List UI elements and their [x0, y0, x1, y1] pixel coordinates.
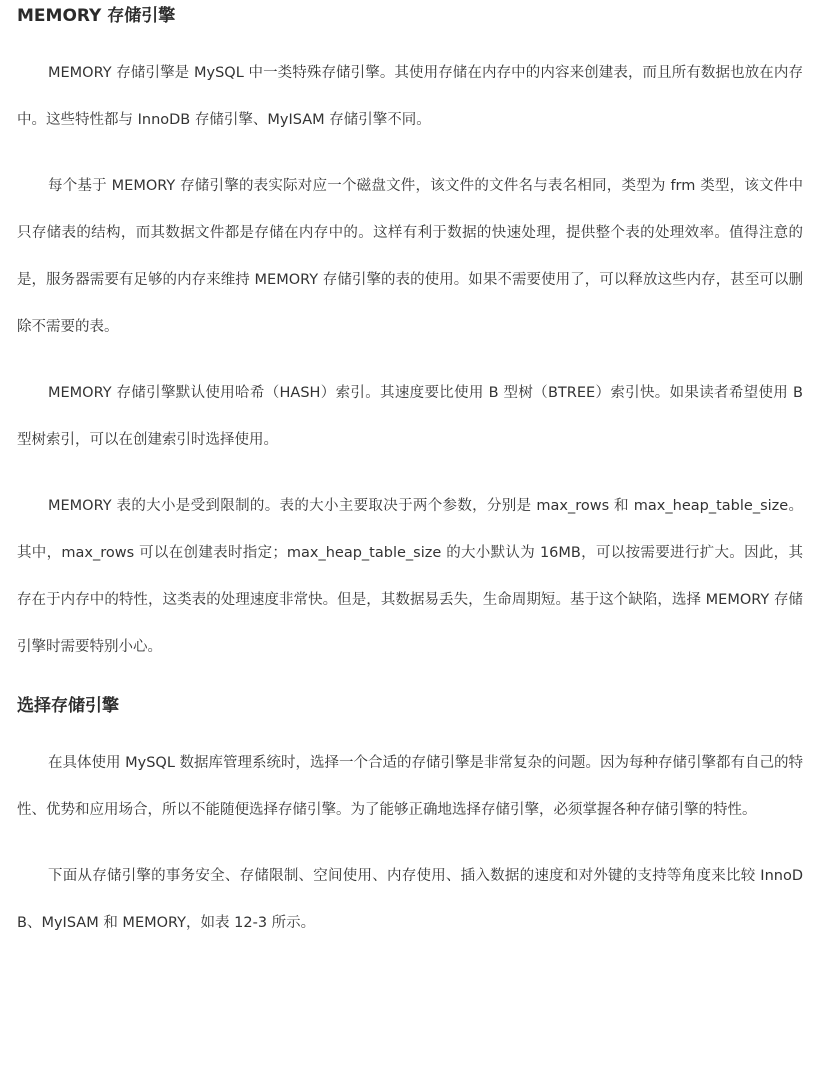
- section-title-memory: MEMORY 存储引擎: [17, 6, 176, 26]
- spacer: [17, 351, 803, 370]
- spacer: [17, 144, 803, 163]
- paragraph: MEMORY 存储引擎默认使用哈希（HASH）索引。其速度要比使用 B 型树（BTREE）索引快。如果读者希望使用 B 型树索引，可以在创建索引时选择使用。: [17, 385, 803, 448]
- spacer: [17, 722, 803, 740]
- section-title-choose-engine: 选择存储引擎: [17, 696, 119, 716]
- paragraph: MEMORY 存储引擎是 MySQL 中一类特殊存储引擎。其使用存储在内存中的内容来创建表，而且所有数据也放在内存中。这些特性都与 InnoDB 存储引擎、MyISAM 存储引擎不同。: [17, 65, 803, 128]
- spacer: [17, 464, 803, 483]
- paragraph: 下面从存储引擎的事务安全、存储限制、空间使用、内存使用、插入数据的速度和对外键的支持等角度来比较 InnoDB、MyISAM 和 MEMORY，如表 12-3 所示。: [17, 868, 803, 931]
- paragraph: 在具体使用 MySQL 数据库管理系统时，选择一个合适的存储引擎是非常复杂的问题。因为每种存储引擎都有自己的特性、优势和应用场合，所以不能随便选择存储引擎。为了能够正确地选择存储引擎，必须掌握各种存储引擎的特性。: [17, 755, 804, 818]
- spacer: [17, 671, 803, 690]
- spacer: [17, 834, 803, 853]
- paragraph: 每个基于 MEMORY 存储引擎的表实际对应一个磁盘文件，该文件的文件名与表名相同，类型为 frm 类型，该文件中只存储表的结构，而其数据文件都是存储在内存中的。这样有利于数据的快速处理，提供整个表的处理效率。值得注意的是，服务器需要有足够的内存来维持 MEMORY 存储引擎的表的使用。如果不需要使用了，可以释放这些内存，甚至可以删除不需要的表。: [17, 178, 803, 335]
- paragraph: MEMORY 表的大小是受到限制的。表的大小主要取决于两个参数，分别是 max_rows 和 max_heap_table_size。其中，max_rows 可以在创建表时指定；max_heap_table_size 的大小默认为 16MB，可以按需要进行扩大。因此，其存在于内存中的特性，这类表的处理速度非常快。但是，其数据易丢失，生命周期短。基于这个缺陷，选择 MEMORY 存储引擎时需要特别小心。: [17, 498, 803, 655]
- spacer: [17, 32, 803, 50]
